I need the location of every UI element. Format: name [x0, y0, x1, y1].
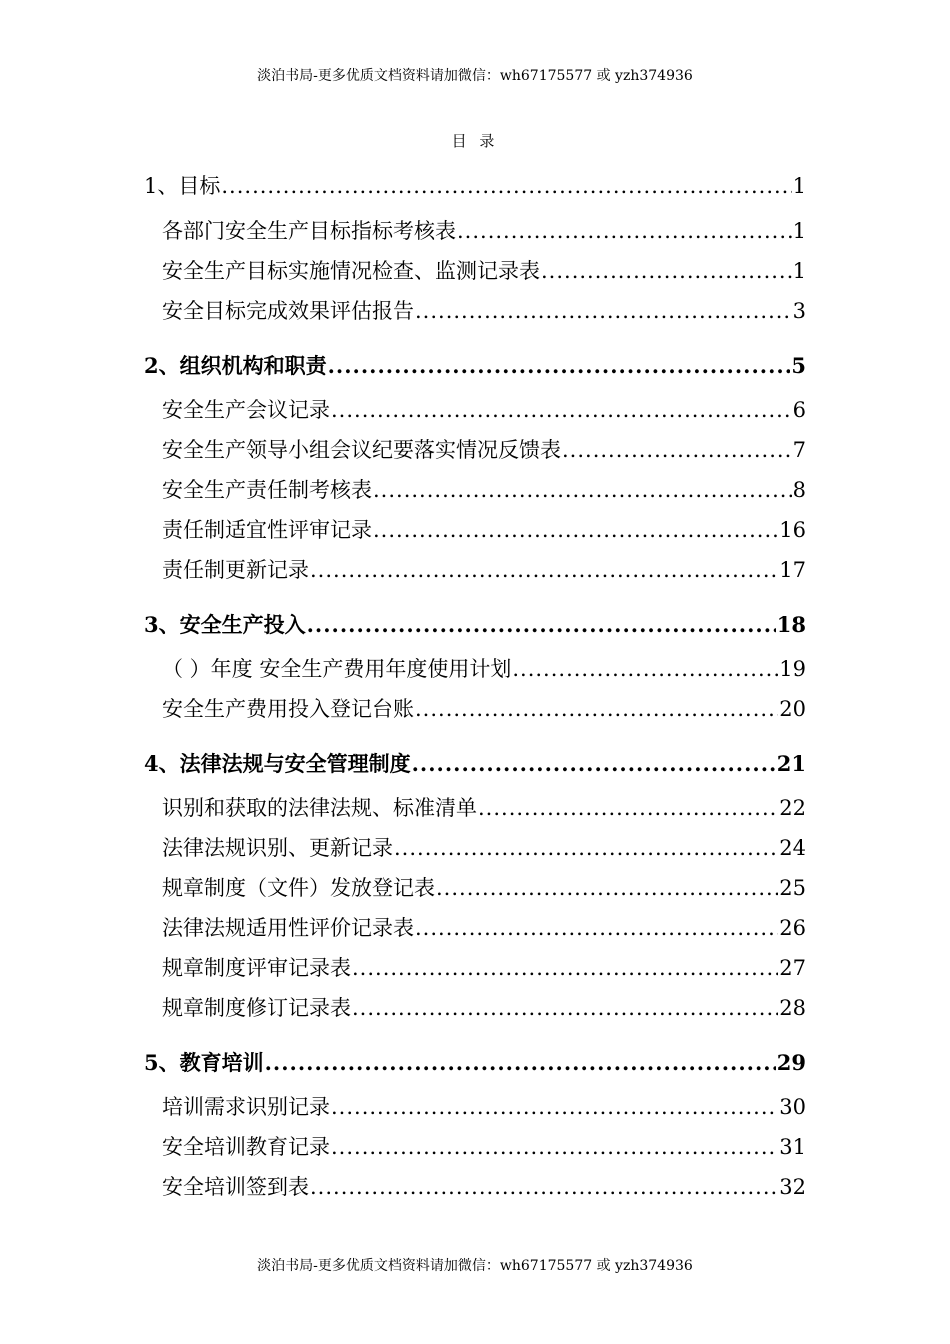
toc-entry-page-number: 28: [779, 996, 806, 1020]
dot-leader: [457, 211, 792, 251]
toc-entry-page-number: 3: [792, 299, 806, 323]
toc-entry[interactable]: [144, 1127, 806, 1167]
toc-entry-title: 安全生产责任制考核表: [162, 478, 372, 502]
toc-entry-title: 安全培训教育记录: [162, 1135, 330, 1159]
dot-leader: [265, 1038, 776, 1087]
dot-leader: [512, 649, 778, 689]
toc-entry[interactable]: [144, 470, 806, 510]
toc-entry[interactable]: [144, 1087, 806, 1127]
toc-entry-title: 识别和获取的法律法规、标准清单: [162, 796, 477, 820]
toc-entry-page-number: 30: [779, 1095, 806, 1119]
toc-entry-title: 各部门安全生产目标指标考核表: [162, 219, 456, 243]
toc-entry-title: 安全生产目标实施情况检查、监测记录表: [162, 259, 540, 283]
toc-section-page-number: 5: [791, 353, 806, 378]
dot-leader: [328, 341, 791, 390]
dot-leader: [373, 470, 792, 510]
toc-section-page-number: 21: [776, 751, 806, 776]
page-header: 淡泊书局-更多优质文档资料请加微信：wh67175577 或 yzh374936: [257, 68, 693, 84]
toc-entry-page-number: 6: [792, 398, 806, 422]
toc-entry[interactable]: [144, 510, 806, 550]
dot-leader: [541, 251, 792, 291]
toc-entry-page-number: 22: [779, 796, 806, 820]
toc-section-title: 2、组织机构和职责: [144, 353, 327, 378]
toc-section-title: 1、目标: [144, 174, 221, 198]
toc-entry-title: 培训需求识别记录: [162, 1095, 330, 1119]
dot-leader: [310, 1167, 778, 1207]
dot-leader: [394, 828, 778, 868]
toc-entry-page-number: 27: [779, 956, 806, 980]
dot-leader: [331, 1087, 778, 1127]
toc-entry[interactable]: [144, 788, 806, 828]
toc-entry-page-number: 8: [792, 478, 806, 502]
dot-leader: [307, 600, 776, 649]
toc-section-title: 4、法律法规与安全管理制度: [144, 751, 411, 776]
toc-entry[interactable]: [144, 550, 806, 590]
toc-entry[interactable]: [144, 948, 806, 988]
dot-leader: [562, 430, 792, 470]
toc-entry-page-number: 32: [779, 1175, 806, 1199]
dot-leader: [331, 390, 792, 430]
toc-entry-page-number: 16: [779, 518, 806, 542]
toc-entry-page-number: 25: [779, 876, 806, 900]
toc-entry-title: 法律法规识别、更新记录: [162, 836, 393, 860]
toc-entry-title: （ ）年度 安全生产费用年度使用计划: [162, 657, 512, 681]
toc-section[interactable]: [144, 739, 806, 788]
toc-entry-page-number: 24: [779, 836, 806, 860]
toc-entry-title: 规章制度（文件）发放登记表: [162, 876, 435, 900]
dot-leader: [412, 739, 776, 788]
toc-section[interactable]: [144, 341, 806, 390]
toc-entry-page-number: 1: [792, 259, 806, 283]
toc-entry-title: 责任制适宜性评审记录: [162, 518, 372, 542]
toc-entry[interactable]: [144, 251, 806, 291]
dot-leader: [415, 908, 778, 948]
toc-entry-page-number: 7: [792, 438, 806, 462]
toc-section-page-number: 29: [776, 1050, 806, 1075]
toc-entry-title: 安全生产领导小组会议纪要落实情况反馈表: [162, 438, 561, 462]
dot-leader: [352, 948, 778, 988]
toc-entry[interactable]: [144, 649, 806, 689]
toc-section-page-number: 18: [776, 612, 806, 637]
toc-entry[interactable]: [144, 390, 806, 430]
toc-entry-page-number: 31: [779, 1135, 806, 1159]
toc-entry[interactable]: [144, 988, 806, 1028]
page-footer: 淡泊书局-更多优质文档资料请加微信：wh67175577 或 yzh374936: [257, 1258, 693, 1274]
toc-entry-title: 规章制度修订记录表: [162, 996, 351, 1020]
toc-entry-title: 安全生产会议记录: [162, 398, 330, 422]
dot-leader: [415, 291, 792, 331]
dot-leader: [478, 788, 778, 828]
toc-entry[interactable]: [144, 1167, 806, 1207]
toc-entry[interactable]: [144, 868, 806, 908]
toc-entry-page-number: 19: [779, 657, 806, 681]
toc-entry-title: 安全培训签到表: [162, 1175, 309, 1199]
toc-entry-title: 责任制更新记录: [162, 558, 309, 582]
dot-leader: [221, 162, 791, 211]
toc-entry-title: 安全生产费用投入登记台账: [162, 697, 414, 721]
toc-entry-title: 法律法规适用性评价记录表: [162, 916, 414, 940]
toc-entry[interactable]: [144, 291, 806, 331]
toc-title: 目 录: [451, 132, 499, 150]
toc-entry-title: 规章制度评审记录表: [162, 956, 351, 980]
toc-entry-page-number: 20: [779, 697, 806, 721]
dot-leader: [373, 510, 778, 550]
toc-section[interactable]: [144, 1038, 806, 1087]
toc-section-title: 5、教育培训: [144, 1050, 264, 1075]
toc-entry[interactable]: [144, 211, 806, 251]
toc-entry[interactable]: [144, 689, 806, 729]
toc-section[interactable]: [144, 600, 806, 649]
toc-section[interactable]: [144, 162, 806, 211]
dot-leader: [352, 988, 778, 1028]
toc-entry[interactable]: [144, 430, 806, 470]
toc-entry[interactable]: [144, 908, 806, 948]
dot-leader: [310, 550, 778, 590]
toc-entry-page-number: 17: [779, 558, 806, 582]
toc-section-title: 3、安全生产投入: [144, 612, 306, 637]
dot-leader: [436, 868, 778, 908]
table-of-contents: [144, 162, 806, 1207]
toc-entry-page-number: 26: [779, 916, 806, 940]
toc-entry[interactable]: [144, 828, 806, 868]
toc-entry-title: 安全目标完成效果评估报告: [162, 299, 414, 323]
dot-leader: [415, 689, 778, 729]
toc-entry-page-number: 1: [792, 219, 806, 243]
dot-leader: [331, 1127, 778, 1167]
toc-section-page-number: 1: [792, 174, 806, 198]
